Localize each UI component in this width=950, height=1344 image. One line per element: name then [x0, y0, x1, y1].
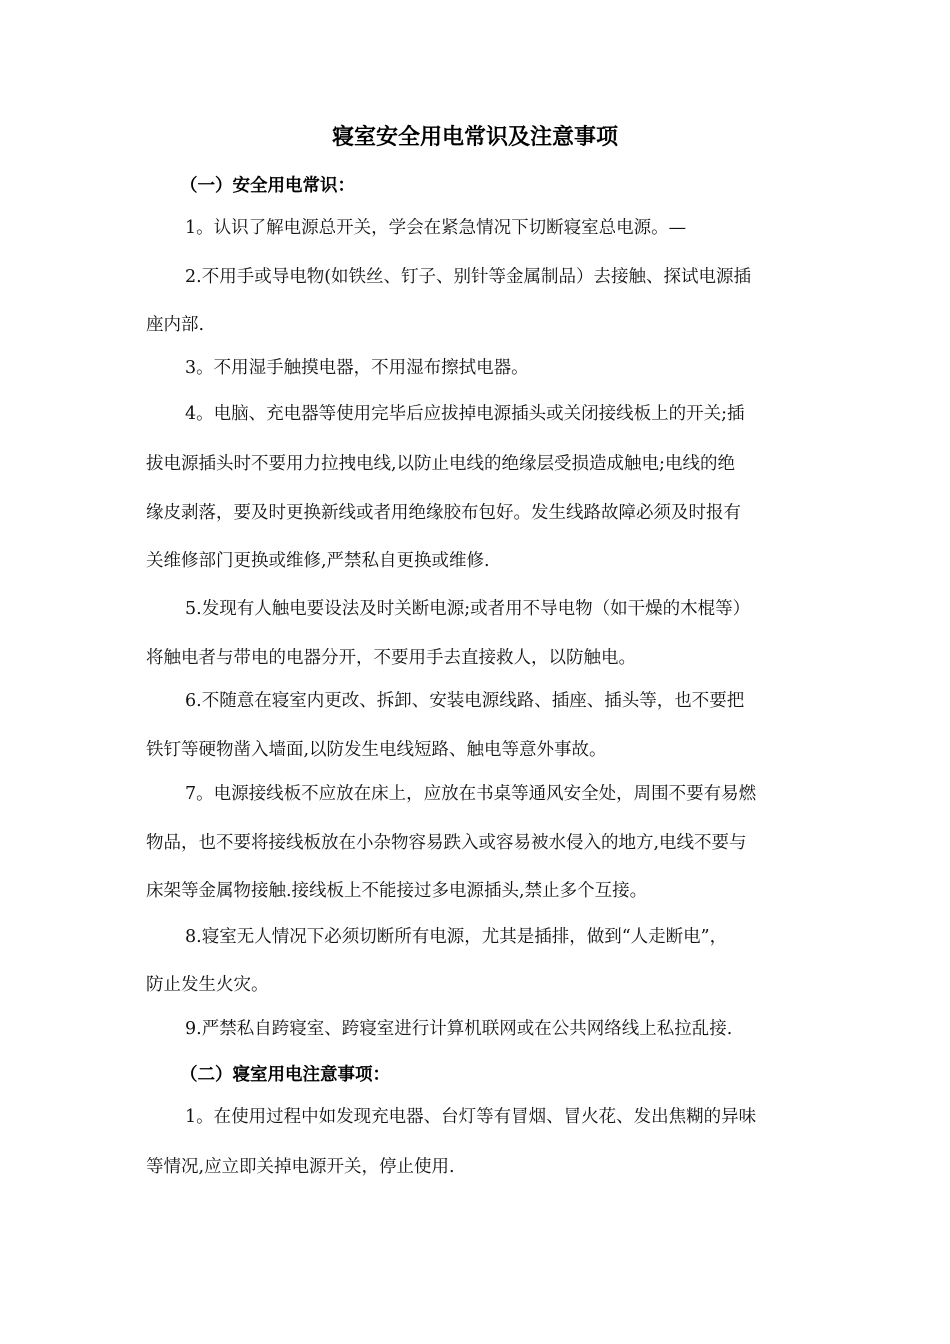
paragraph-line: 物品，也不要将接线板放在小杂物容易跌入或容易被水侵入的地方,电线不要与 [146, 833, 747, 853]
section-heading-2: （二）寝室用电注意事项： [180, 1065, 390, 1085]
paragraph-line: 缘皮剥落，要及时更换新线或者用绝缘胶布包好。发生线路故障必须及时报有 [146, 503, 741, 523]
paragraph-line: 铁钉等硬物凿入墙面,以防发生电线短路、触电等意外事故。 [146, 740, 607, 760]
paragraph-line: 3。不用湿手触摸电器，不用湿布擦拭电器。 [185, 358, 529, 378]
paragraph-line: 拔电源插头时不要用力拉拽电线,以防止电线的绝缘层受损造成触电;电线的绝 [146, 454, 735, 474]
paragraph-line: 9.严禁私自跨寝室、跨寝室进行计算机联网或在公共网络线上私拉乱接. [185, 1019, 733, 1039]
paragraph-line: 8.寝室无人情况下必须切断所有电源，尤其是插排，做到“人走断电”， [185, 927, 728, 947]
paragraph-line: 5.发现有人触电要设法及时关断电源;或者用不导电物（如干燥的木棍等） [185, 599, 751, 619]
paragraph-line: 防止发生火灾。 [146, 975, 269, 995]
document-title: 寝室安全用电常识及注意事项 [331, 125, 618, 150]
paragraph-line: 等情况,应立即关掉电源开关，停止使用. [146, 1157, 455, 1177]
paragraph-line: 4。电脑、充电器等使用完毕后应拔掉电源插头或关闭接线板上的开关;插 [185, 404, 745, 424]
section-heading-1: （一）安全用电常识： [180, 176, 355, 196]
paragraph-line: 座内部. [146, 315, 205, 335]
paragraph-line: 关维修部门更换或维修,严禁私自更换或维修. [146, 551, 490, 571]
paragraph-line: 床架等金属物接触.接线板上不能接过多电源插头,禁止多个互接。 [146, 881, 648, 901]
paragraph-line: 2.不用手或导电物(如铁丝、钉子、别针等金属制品）去接触、探试电源插 [185, 267, 752, 287]
paragraph-line: 6.不随意在寝室内更改、拆卸、安装电源线路、插座、插头等，也不要把 [185, 691, 745, 711]
paragraph-line: 1。在使用过程中如发现充电器、台灯等有冒烟、冒火花、发出焦糊的异味 [185, 1107, 757, 1127]
paragraph-line: 将触电者与带电的电器分开，不要用手去直接救人，以防触电。 [146, 648, 636, 668]
paragraph-line: 7。电源接线板不应放在床上，应放在书桌等通风安全处，周围不要有易燃 [185, 784, 757, 804]
paragraph-line: 1。认识了解电源总开关，学会在紧急情况下切断寝室总电源。— [185, 218, 687, 238]
